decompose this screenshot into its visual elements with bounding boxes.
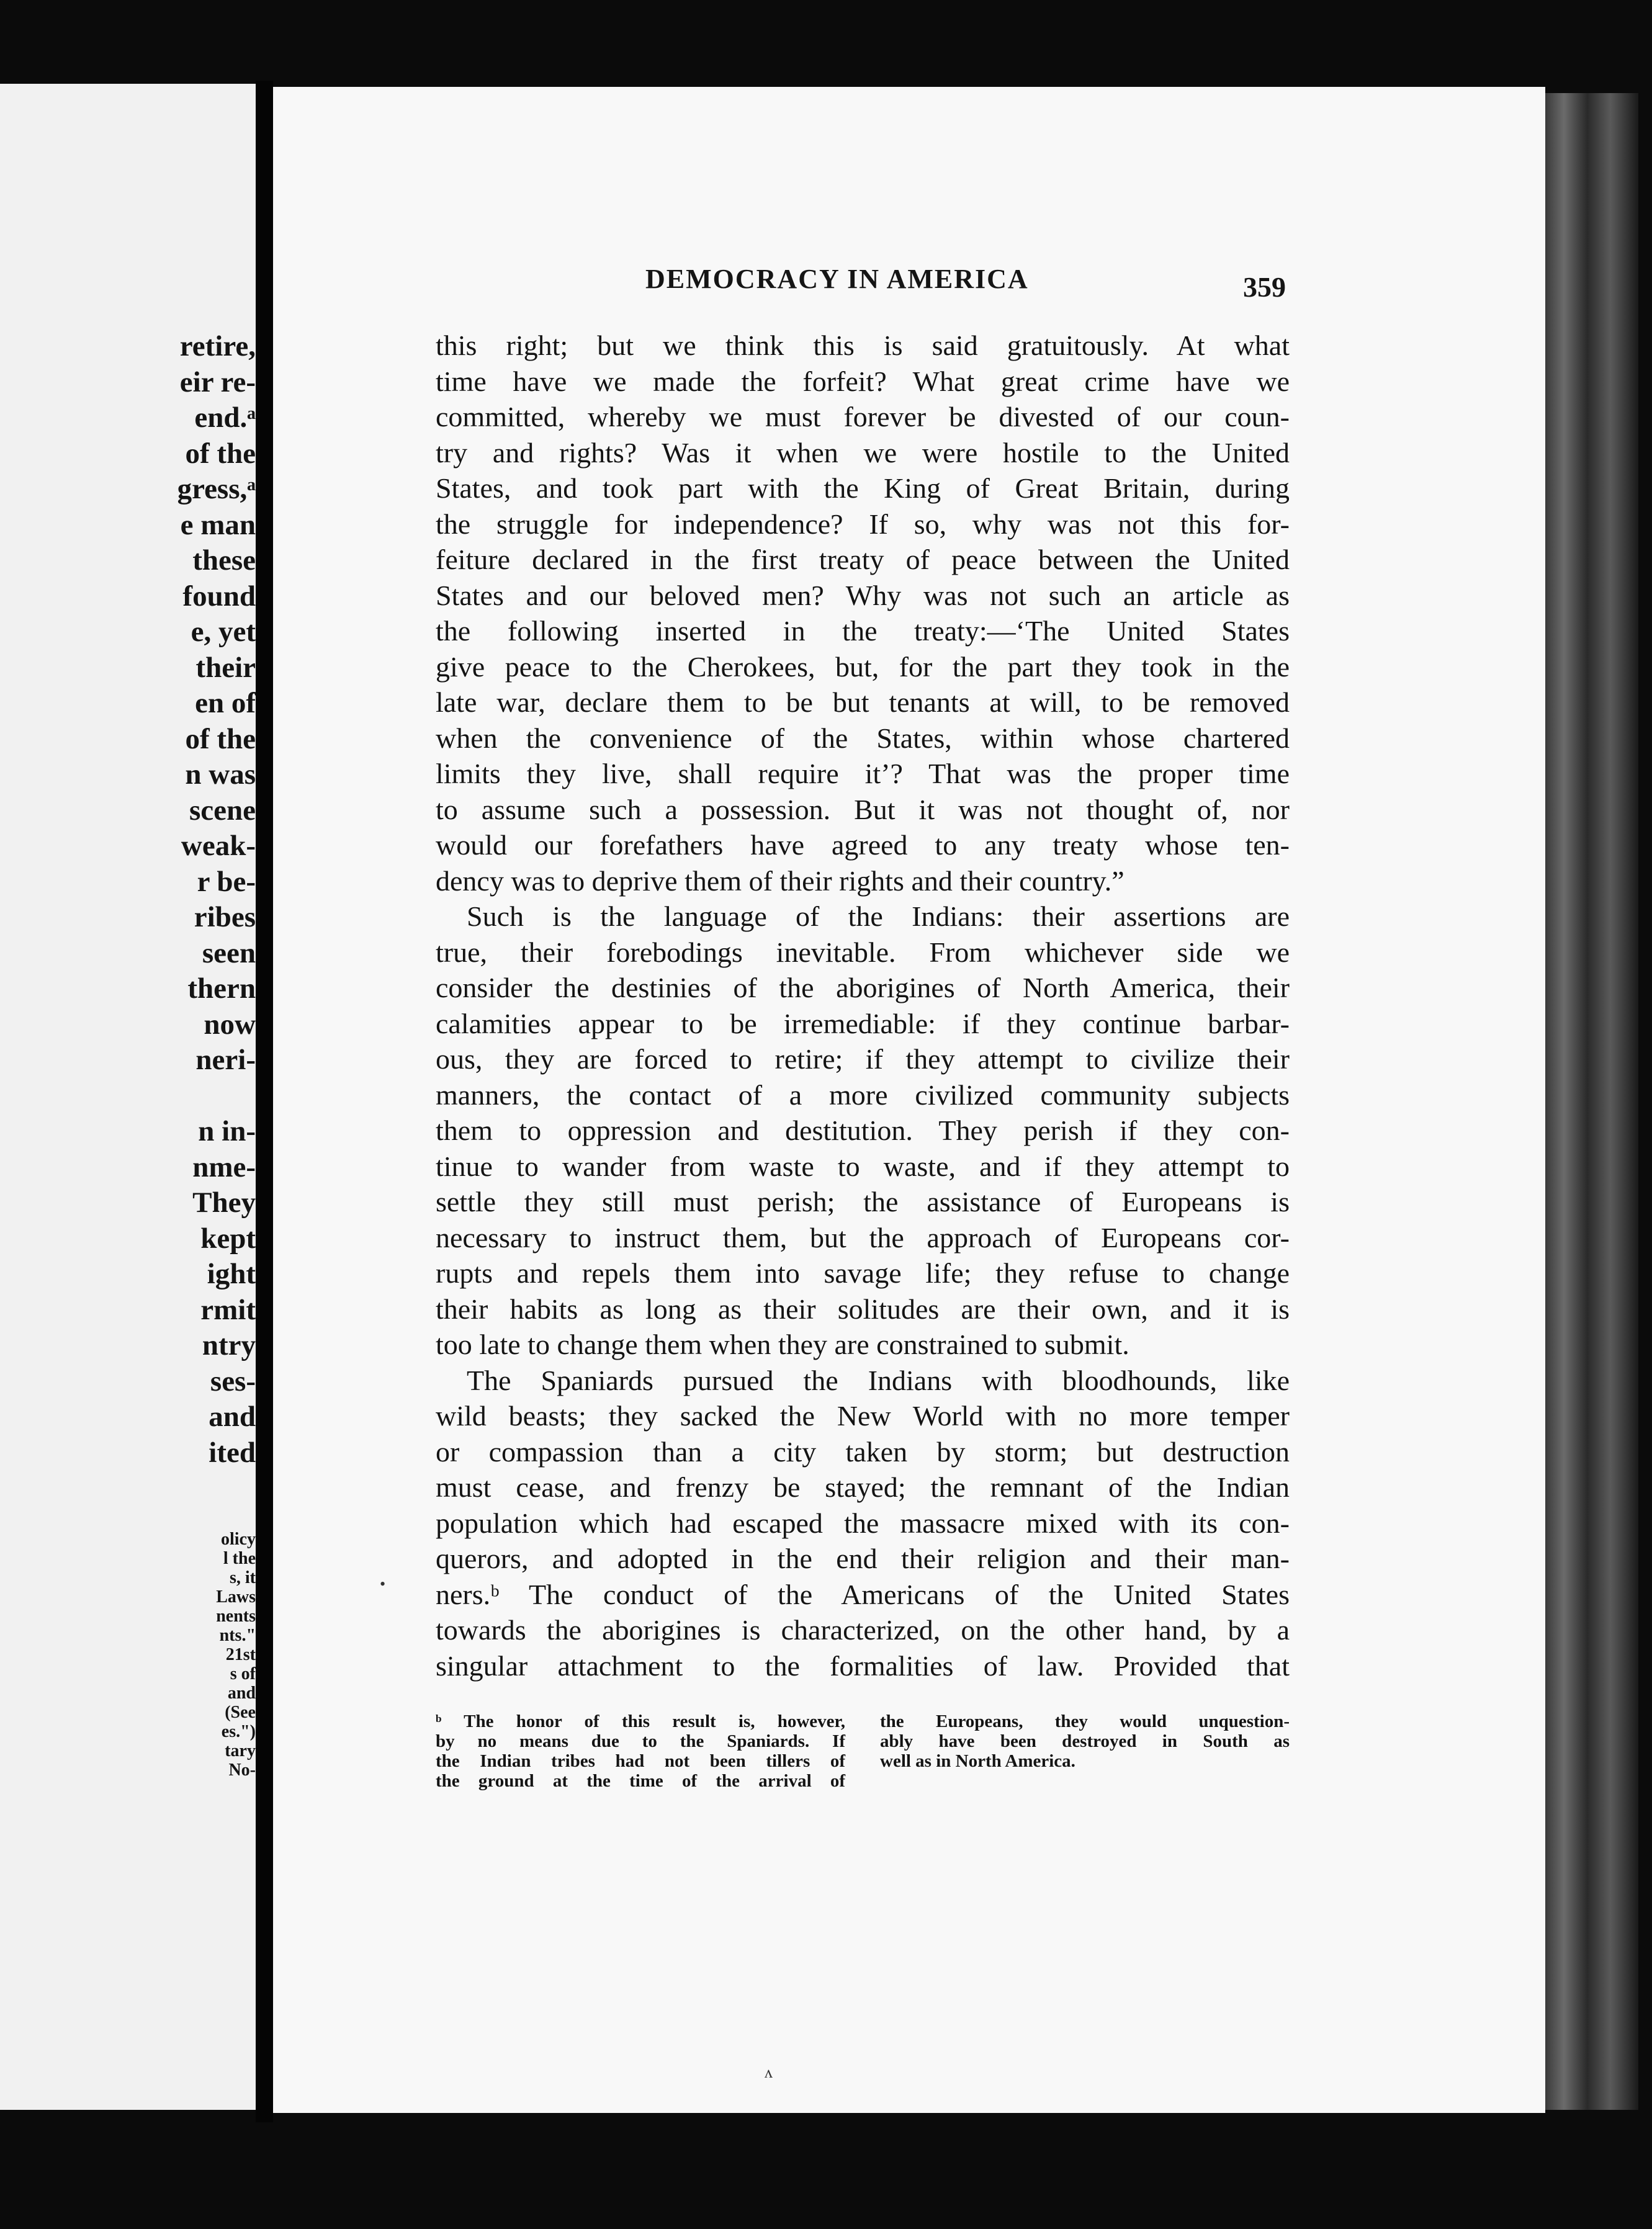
left-page-footnote-line: Laws bbox=[216, 1587, 256, 1607]
left-page-line: of the bbox=[185, 437, 256, 470]
left-page-footnote-line: l the bbox=[223, 1549, 256, 1568]
footnote-left-column bbox=[436, 1711, 845, 1791]
text-line: try and rights? Was it when we were hostile to the United bbox=[436, 436, 1290, 469]
text-line: late war, declare them to be but tenants at will, to be removed bbox=[436, 686, 1290, 718]
left-page-line: n in- bbox=[198, 1115, 256, 1147]
text-line: when the convenience of the States, within whose chartered bbox=[436, 722, 1290, 754]
text-line: wild beasts; they sacked the New World with no more temper bbox=[436, 1400, 1290, 1432]
left-page-line: neri- bbox=[195, 1044, 256, 1076]
left-page-line: now bbox=[204, 1008, 256, 1041]
left-page-line: thern bbox=[187, 972, 256, 1005]
margin-dot: • bbox=[380, 1575, 386, 1593]
page-number: 359 bbox=[1243, 271, 1286, 303]
text-line: calamities appear to be irremediable: if they continue barbar- bbox=[436, 1007, 1290, 1039]
left-page-footnote-line: nents bbox=[216, 1607, 256, 1626]
footnote-line: well as in North America. bbox=[880, 1751, 1075, 1771]
left-page-line: ited bbox=[209, 1436, 256, 1469]
text-line: singular attachment to the formalities of law. Provided that bbox=[436, 1649, 1290, 1682]
left-page-footnote-line: 21st bbox=[225, 1645, 256, 1664]
left-page-line: e man bbox=[180, 508, 256, 541]
text-line: ners.ᵇ The conduct of the Americans of the United States bbox=[436, 1578, 1290, 1610]
page-edge bbox=[1545, 93, 1638, 2110]
footnote-line: the Indian tribes had not been tillers of bbox=[436, 1751, 845, 1771]
left-page-line: They bbox=[192, 1186, 256, 1219]
left-page-line: r be- bbox=[197, 865, 256, 898]
left-page-footnote-line: s of bbox=[230, 1664, 256, 1684]
left-page-line: kept bbox=[200, 1222, 256, 1255]
left-page-line: scene bbox=[189, 794, 256, 827]
text-line: dency was to deprive them of their rights and their country.” bbox=[436, 864, 1125, 897]
text-line: would our forefathers have agreed to any treaty whose ten- bbox=[436, 829, 1290, 861]
left-page-footnote-line: nts." bbox=[219, 1626, 256, 1645]
left-page-footnote-line: s, it bbox=[230, 1568, 256, 1587]
left-page-footnote-line: and bbox=[227, 1684, 256, 1703]
text-line: too late to change them when they are constrained to submit. bbox=[436, 1329, 1129, 1360]
left-page-footnote-line: olicy bbox=[221, 1530, 256, 1549]
text-line: to assume such a possession. But it was not thought of, nor bbox=[436, 793, 1290, 825]
book-gutter bbox=[256, 81, 273, 2122]
left-page-line: n was bbox=[185, 758, 256, 791]
text-line: rupts and repels them into savage life; they refuse to change bbox=[436, 1257, 1290, 1289]
footnote-line: the Europeans, they would unquestion- bbox=[880, 1711, 1290, 1731]
left-page-footnote-line: es.") bbox=[221, 1722, 256, 1741]
text-line: Such is the language of the Indians: their assertions are bbox=[467, 900, 1290, 932]
left-page-line: en of bbox=[195, 687, 256, 719]
left-facing-page bbox=[0, 84, 256, 2110]
left-page-line: end.ᵃ bbox=[194, 401, 256, 434]
footnote-line: the ground at the time of the arrival of bbox=[436, 1771, 845, 1791]
left-page-line: their bbox=[195, 651, 256, 684]
body-text bbox=[436, 328, 1290, 1684]
text-line: consider the destinies of the aborigines of North America, their bbox=[436, 972, 1290, 1003]
left-page-line: ribes bbox=[194, 901, 256, 933]
text-line: them to oppression and destitution. They perish if they con- bbox=[436, 1114, 1290, 1146]
text-line: feiture declared in the first treaty of peace between the United bbox=[436, 544, 1290, 575]
text-line: must cease, and frenzy be stayed; the remnant of the Indian bbox=[436, 1471, 1290, 1503]
left-page-line: and bbox=[209, 1401, 256, 1433]
text-line: the struggle for independence? If so, why was not this for- bbox=[436, 508, 1290, 540]
left-page-line: nme- bbox=[192, 1150, 256, 1183]
text-line: give peace to the Cherokees, but, for the part they took in the bbox=[436, 650, 1290, 683]
left-page-line: ntry bbox=[202, 1329, 256, 1361]
left-page-line: e, yet bbox=[191, 616, 256, 648]
left-page-line: of the bbox=[185, 722, 256, 755]
left-page-footnote-line: No- bbox=[228, 1760, 256, 1780]
text-line: manners, the contact of a more civilized community subjects bbox=[436, 1079, 1290, 1111]
text-line: querors, and adopted in the end their religion and their man- bbox=[436, 1543, 1290, 1574]
left-page-line: found bbox=[182, 580, 256, 612]
left-page-line: ses- bbox=[210, 1365, 256, 1397]
text-line: States, and took part with the King of Great Britain, during bbox=[436, 472, 1290, 504]
left-page-footnote-line: (See bbox=[225, 1703, 256, 1722]
text-line: The Spaniards pursued the Indians with bloodhounds, like bbox=[467, 1364, 1290, 1396]
text-line: this right; but we think this is said gratuitously. At what bbox=[436, 330, 1290, 361]
left-page-line: eir re- bbox=[179, 366, 256, 398]
text-line: settle they still must perish; the assistance of Europeans is bbox=[436, 1186, 1290, 1218]
text-line: the following inserted in the treaty:—‘The United States bbox=[436, 615, 1290, 647]
footnote-line: ably have been destroyed in South as bbox=[880, 1731, 1290, 1751]
text-line: limits they live, shall require it’? That was the proper time bbox=[436, 758, 1290, 789]
left-page-line: retire, bbox=[179, 330, 256, 362]
footnote-right-column bbox=[880, 1711, 1290, 1771]
footnote-line: ᵇ The honor of this result is, however, bbox=[436, 1711, 845, 1731]
text-line: ous, they are forced to retire; if they attempt to civilize their bbox=[436, 1043, 1290, 1075]
left-page-line: gress,ᵃ bbox=[177, 473, 256, 505]
margin-mark: ʌ bbox=[765, 2063, 773, 2081]
text-line: their habits as long as their solitudes are their own, and it is bbox=[436, 1293, 1290, 1325]
left-page-line: ight bbox=[207, 1258, 256, 1290]
text-line: tinue to wander from waste to waste, and if they attempt to bbox=[436, 1150, 1290, 1182]
text-line: population which had escaped the massacre mixed with its con- bbox=[436, 1507, 1290, 1539]
text-line: or compassion than a city taken by storm; but destruction bbox=[436, 1435, 1290, 1468]
running-head: DEMOCRACY IN AMERICA bbox=[645, 264, 1029, 294]
text-line: true, their forebodings inevitable. From whichever side we bbox=[436, 936, 1290, 968]
text-line: towards the aborigines is characterized, on the other hand, by a bbox=[436, 1614, 1290, 1646]
left-page-line: rmit bbox=[200, 1293, 256, 1326]
text-line: necessary to instruct them, but the approach of Europeans cor- bbox=[436, 1221, 1290, 1254]
left-page-footnote-line: tary bbox=[225, 1741, 256, 1760]
text-line: States and our beloved men? Why was not such an article as bbox=[436, 579, 1290, 611]
text-line: committed, whereby we must forever be divested of our coun- bbox=[436, 401, 1290, 433]
text-line: time have we made the forfeit? What great crime have we bbox=[436, 365, 1290, 397]
left-page-line: weak- bbox=[181, 830, 256, 862]
left-page-line: these bbox=[192, 544, 256, 576]
footnote-line: by no means due to the Spaniards. If bbox=[436, 1731, 845, 1751]
left-page-line: seen bbox=[202, 936, 256, 969]
